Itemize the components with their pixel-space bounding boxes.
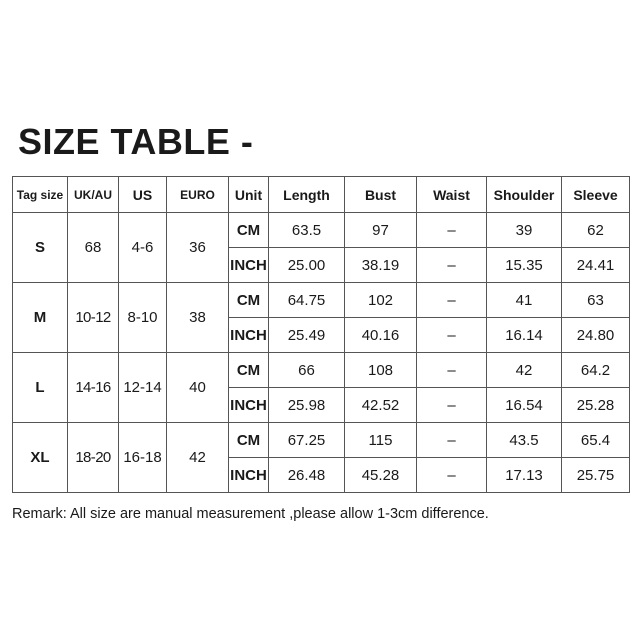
shoulder-value: 15.35 bbox=[487, 248, 562, 283]
us-value: 4-6 bbox=[119, 213, 167, 283]
waist-value: – bbox=[417, 353, 487, 388]
waist-value: – bbox=[417, 213, 487, 248]
us-value: 12-14 bbox=[119, 353, 167, 423]
waist-value: – bbox=[417, 388, 487, 423]
uk-au-value: 68 bbox=[68, 213, 119, 283]
sleeve-value: 25.28 bbox=[562, 388, 630, 423]
unit-cell: INCH bbox=[229, 458, 269, 493]
bust-value: 42.52 bbox=[345, 388, 417, 423]
sleeve-value: 65.4 bbox=[562, 423, 630, 458]
waist-value: – bbox=[417, 318, 487, 353]
header-euro: EURO bbox=[167, 177, 229, 213]
shoulder-value: 42 bbox=[487, 353, 562, 388]
shoulder-value: 43.5 bbox=[487, 423, 562, 458]
bust-value: 102 bbox=[345, 283, 417, 318]
header-length: Length bbox=[269, 177, 345, 213]
shoulder-value: 39 bbox=[487, 213, 562, 248]
shoulder-value: 16.14 bbox=[487, 318, 562, 353]
unit-cell: CM bbox=[229, 283, 269, 318]
length-value: 66 bbox=[269, 353, 345, 388]
shoulder-value: 41 bbox=[487, 283, 562, 318]
header-tag-size: Tag size bbox=[13, 177, 68, 213]
bust-value: 40.16 bbox=[345, 318, 417, 353]
length-value: 25.00 bbox=[269, 248, 345, 283]
size-tag: M bbox=[13, 283, 68, 353]
header-shoulder: Shoulder bbox=[487, 177, 562, 213]
length-value: 26.48 bbox=[269, 458, 345, 493]
waist-value: – bbox=[417, 248, 487, 283]
header-us: US bbox=[119, 177, 167, 213]
uk-au-value: 10-12 bbox=[68, 283, 119, 353]
header-unit: Unit bbox=[229, 177, 269, 213]
euro-value: 36 bbox=[167, 213, 229, 283]
waist-value: – bbox=[417, 423, 487, 458]
uk-au-value: 14-16 bbox=[68, 353, 119, 423]
unit-cell: INCH bbox=[229, 388, 269, 423]
length-value: 25.49 bbox=[269, 318, 345, 353]
remark-note: Remark: All size are manual measurement ,please allow 1-3cm difference. bbox=[12, 506, 489, 522]
waist-value: – bbox=[417, 283, 487, 318]
header-uk-au: UK/AU bbox=[68, 177, 119, 213]
unit-cell: CM bbox=[229, 423, 269, 458]
us-value: 16-18 bbox=[119, 423, 167, 493]
length-value: 67.25 bbox=[269, 423, 345, 458]
sleeve-value: 64.2 bbox=[562, 353, 630, 388]
unit-cell: INCH bbox=[229, 248, 269, 283]
shoulder-value: 16.54 bbox=[487, 388, 562, 423]
length-value: 64.75 bbox=[269, 283, 345, 318]
shoulder-value: 17.13 bbox=[487, 458, 562, 493]
uk-au-value: 18-20 bbox=[68, 423, 119, 493]
bust-value: 97 bbox=[345, 213, 417, 248]
unit-cell: CM bbox=[229, 213, 269, 248]
header-row bbox=[13, 177, 630, 213]
sleeve-value: 62 bbox=[562, 213, 630, 248]
table-row-m-cm bbox=[13, 283, 630, 318]
sleeve-value: 25.75 bbox=[562, 458, 630, 493]
size-table bbox=[12, 176, 630, 493]
euro-value: 40 bbox=[167, 353, 229, 423]
unit-cell: INCH bbox=[229, 318, 269, 353]
page-title: SIZE TABLE - bbox=[18, 121, 254, 162]
waist-value: – bbox=[417, 458, 487, 493]
bust-value: 115 bbox=[345, 423, 417, 458]
bust-value: 38.19 bbox=[345, 248, 417, 283]
table-row-s-cm bbox=[13, 213, 630, 248]
us-value: 8-10 bbox=[119, 283, 167, 353]
bust-value: 45.28 bbox=[345, 458, 417, 493]
euro-value: 42 bbox=[167, 423, 229, 493]
length-value: 25.98 bbox=[269, 388, 345, 423]
sleeve-value: 63 bbox=[562, 283, 630, 318]
header-waist: Waist bbox=[417, 177, 487, 213]
unit-cell: CM bbox=[229, 353, 269, 388]
table-row-l-cm bbox=[13, 353, 630, 388]
size-tag: S bbox=[13, 213, 68, 283]
table-row-xl-cm bbox=[13, 423, 630, 458]
size-tag: L bbox=[13, 353, 68, 423]
sleeve-value: 24.80 bbox=[562, 318, 630, 353]
bust-value: 108 bbox=[345, 353, 417, 388]
header-bust: Bust bbox=[345, 177, 417, 213]
size-tag: XL bbox=[13, 423, 68, 493]
length-value: 63.5 bbox=[269, 213, 345, 248]
sleeve-value: 24.41 bbox=[562, 248, 630, 283]
euro-value: 38 bbox=[167, 283, 229, 353]
header-sleeve: Sleeve bbox=[562, 177, 630, 213]
